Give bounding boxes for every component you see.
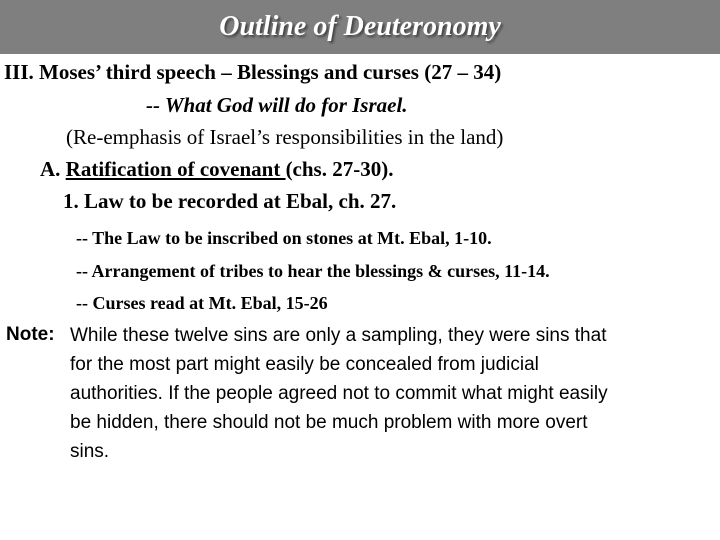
point-a-prefix: A. [40, 157, 66, 181]
point-a-suffix: (chs. 27-30). [285, 157, 394, 181]
section-heading: III. Moses’ third speech – Blessings and curses (27 – 34) [4, 60, 502, 84]
point-a-underlined: Ratification of covenant [65, 157, 286, 181]
title-bar [0, 0, 720, 54]
note-line: While these twelve sins are only a sampling, they were sins that [70, 325, 607, 346]
point-a [40, 157, 393, 182]
sub-point-1: -- The Law to be inscribed on stones at Mt. Ebal, 1-10. [76, 228, 492, 248]
slide-title: Outline of Deuteronomy [219, 11, 501, 42]
section-subheading: -- What God will do for Israel. [146, 93, 408, 117]
note-line: sins. [70, 441, 110, 462]
note-label: Note: [6, 324, 55, 345]
sub-point-2: -- Arrangement of tribes to hear the blessings & curses, 11-14. [76, 261, 550, 281]
reemphasis-line: (Re-emphasis of Israel’s responsibilities in the land) [66, 125, 504, 149]
sub-point-3: -- Curses read at Mt. Ebal, 15-26 [76, 293, 328, 313]
note-line: for the most part might easily be concealed from judicial [70, 354, 539, 375]
note-line: authorities. If the people agreed not to commit what might easily [70, 383, 608, 404]
point-1: 1. Law to be recorded at Ebal, ch. 27. [63, 189, 397, 213]
note-line: be hidden, there should not be much problem with more overt [70, 412, 588, 433]
